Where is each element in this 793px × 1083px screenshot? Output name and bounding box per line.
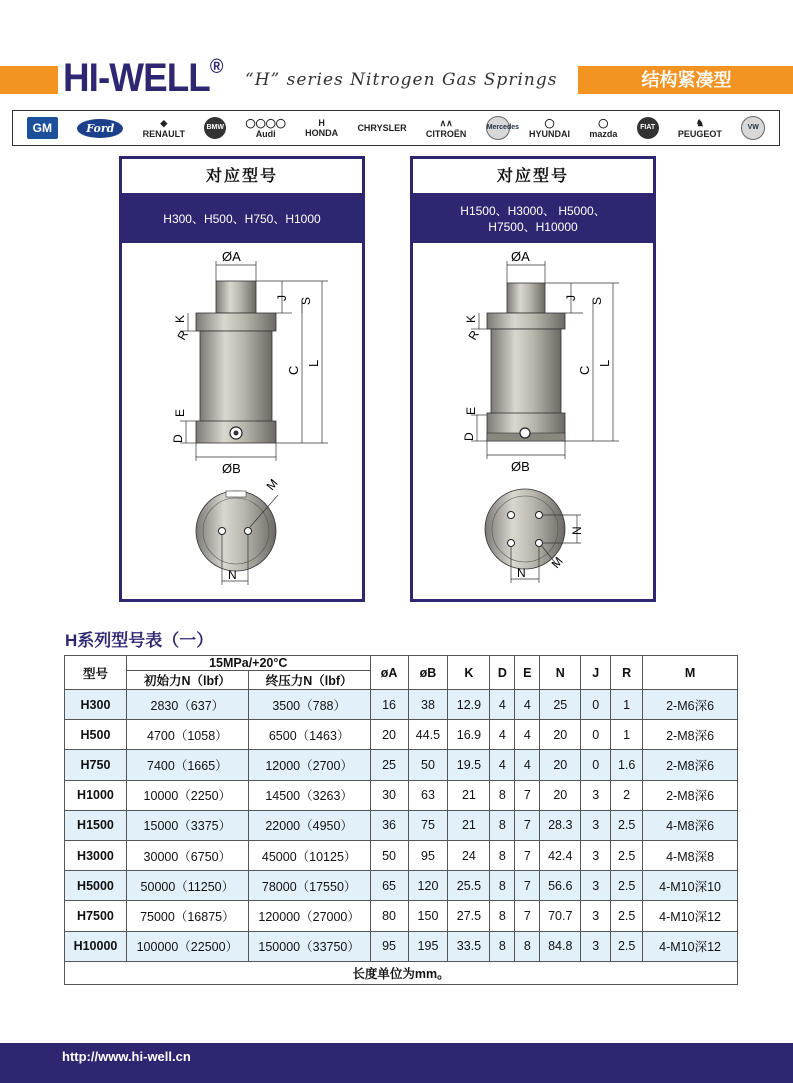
bmw-logo: BMW (204, 117, 226, 139)
model-cell: H7500 (65, 901, 127, 931)
hyundai-logo: ◯ HYUNDAI (529, 117, 571, 139)
panel-title: 对应型号 (413, 159, 653, 195)
table-cell: 3 (581, 810, 611, 840)
table-row (65, 690, 738, 720)
svg-text:J: J (564, 295, 578, 301)
svg-text:S: S (590, 296, 604, 305)
svg-text:C: C (286, 365, 301, 375)
svg-text:D: D (171, 434, 185, 443)
table-cell: 4 (490, 690, 515, 720)
table-cell: 2-M8深6 (643, 780, 738, 810)
header-col: M (643, 656, 738, 690)
panel-models (122, 195, 362, 243)
bottom-view (196, 491, 276, 571)
table-cell: 2830（637） (126, 690, 248, 720)
table-row (65, 810, 738, 840)
table-cell: 30 (370, 780, 408, 810)
table-cell: 12000（2700） (248, 750, 370, 780)
piston-rod (507, 283, 545, 313)
model-cell: H10000 (65, 931, 127, 961)
header-col: øB (408, 656, 448, 690)
table-cell: 3 (581, 840, 611, 870)
table-cell: 1.6 (611, 750, 643, 780)
table-cell: 150000（33750） (248, 931, 370, 961)
gas-spring-drawing-2-hole (122, 243, 362, 599)
svg-text:N: N (570, 526, 584, 535)
svg-text:ØB: ØB (511, 459, 530, 474)
cylinder-body (200, 331, 272, 433)
table-cell: 7400（1665） (126, 750, 248, 780)
ford-logo: Ford (77, 119, 123, 138)
svg-text:R: R (174, 327, 191, 343)
table-cell: 2 (611, 780, 643, 810)
table-cell: 4 (515, 750, 540, 780)
svg-text:E: E (464, 406, 478, 415)
table-cell: 24 (448, 840, 490, 870)
table-cell: 2.5 (611, 931, 643, 961)
table-cell: 16.9 (448, 720, 490, 750)
header-col: E (515, 656, 540, 690)
mazda-logo: ◯ mazda (589, 117, 618, 139)
panel-small-models (119, 156, 365, 602)
renault-logo: ◆ RENAULT (142, 117, 185, 139)
table-cell: 2-M8深6 (643, 750, 738, 780)
svg-text:M: M (548, 554, 566, 571)
table-cell: 2-M8深6 (643, 720, 738, 750)
table-cell: 8 (515, 931, 540, 961)
table-cell: 95 (370, 931, 408, 961)
chrysler-logo: CHRYSLER (357, 123, 407, 133)
table-cell: 100000（22500） (126, 931, 248, 961)
audi-logo: ◯◯◯◯ Audi (245, 117, 286, 139)
table-row (65, 901, 738, 931)
table-cell: 56.6 (540, 871, 581, 901)
table-cell: 2-M6深6 (643, 690, 738, 720)
table-cell: 78000（17550） (248, 871, 370, 901)
table-cell: 50000（11250） (126, 871, 248, 901)
svg-text:D: D (462, 432, 476, 441)
cylinder-body (491, 329, 561, 425)
panel-title: 对应型号 (122, 159, 362, 195)
header-col: D (490, 656, 515, 690)
model-cell: H300 (65, 690, 127, 720)
table-cell: 8 (490, 810, 515, 840)
table-cell: 70.7 (540, 901, 581, 931)
table-cell: 3 (581, 871, 611, 901)
panel-models (413, 195, 653, 243)
panel-large-models (410, 156, 656, 602)
table-cell: 4-M8深8 (643, 840, 738, 870)
table-cell: 3 (581, 901, 611, 931)
table-row (65, 871, 738, 901)
table-cell: 7 (515, 901, 540, 931)
table-cell: 28.3 (540, 810, 581, 840)
table-cell: 4-M8深6 (643, 810, 738, 840)
table-cell: 4700（1058） (126, 720, 248, 750)
table-cell: 84.8 (540, 931, 581, 961)
table-cell: 7 (515, 871, 540, 901)
table-cell: 2.5 (611, 810, 643, 840)
table-cell: 63 (408, 780, 448, 810)
table-cell: 19.5 (448, 750, 490, 780)
table-cell: 150 (408, 901, 448, 931)
table-cell: 3 (581, 780, 611, 810)
table-cell: 25 (540, 690, 581, 720)
model-cell: H3000 (65, 840, 127, 870)
table-cell: 42.4 (540, 840, 581, 870)
table-cell: 38 (408, 690, 448, 720)
gas-spring-drawing-4-hole (413, 243, 653, 599)
header-col: J (581, 656, 611, 690)
table-row (65, 750, 738, 780)
table-cell: 4-M10深12 (643, 901, 738, 931)
honda-logo: H HONDA (305, 118, 339, 138)
svg-text:E: E (173, 408, 187, 417)
svg-text:R: R (465, 327, 482, 343)
table-cell: 2.5 (611, 901, 643, 931)
table-row (65, 780, 738, 810)
table-title: H系列型号表（一） (65, 631, 214, 650)
vw-logo: VW (741, 116, 765, 140)
svg-text:L: L (597, 359, 612, 367)
slogan: 结构紧凑型 (641, 70, 732, 90)
table-cell: 20 (540, 750, 581, 780)
table-cell: 21 (448, 780, 490, 810)
spec-table (64, 655, 738, 985)
brand-logo-bar (12, 110, 780, 146)
table-cell: 4-M10深10 (643, 871, 738, 901)
model-cell: H500 (65, 720, 127, 750)
table-cell: 25.5 (448, 871, 490, 901)
header-initial-force: 初始力N（lbf） (126, 671, 248, 690)
svg-text:M: M (263, 476, 281, 493)
table-cell: 8 (490, 840, 515, 870)
table-row (65, 840, 738, 870)
website-link[interactable]: http://www.hi-well.cn (62, 1049, 191, 1064)
models-line-1: H1500、H3000、 H5000、 (460, 204, 606, 218)
table-cell: 50 (408, 750, 448, 780)
company-logo: HI-WELL® (63, 55, 223, 100)
svg-text:N: N (517, 566, 526, 580)
model-cell: H750 (65, 750, 127, 780)
piston-rod (216, 281, 256, 313)
model-cell: H1500 (65, 810, 127, 840)
svg-text:ØB: ØB (222, 461, 241, 476)
table-cell: 8 (490, 931, 515, 961)
table-cell: 25 (370, 750, 408, 780)
table-cell: 12.9 (448, 690, 490, 720)
table-cell: 15000（3375） (126, 810, 248, 840)
svg-text:K: K (173, 314, 187, 323)
table-cell: 10000（2250） (126, 780, 248, 810)
port-icon (520, 428, 530, 438)
fiat-logo: FIAT (637, 117, 659, 139)
table-cell: 75 (408, 810, 448, 840)
table-cell: 45000（10125） (248, 840, 370, 870)
gm-logo: GM (27, 117, 58, 139)
table-cell: 1 (611, 720, 643, 750)
top-flange (487, 313, 565, 329)
table-cell: 4 (490, 720, 515, 750)
table-cell: 95 (408, 840, 448, 870)
svg-text:J: J (275, 295, 289, 301)
svg-text:ØA: ØA (222, 249, 241, 264)
header-col: K (448, 656, 490, 690)
citroen-logo: ∧∧ CITROËN (425, 117, 467, 139)
table-cell: 30000（6750） (126, 840, 248, 870)
table-cell: 0 (581, 690, 611, 720)
svg-text:L: L (306, 359, 321, 367)
table-cell: 8 (490, 780, 515, 810)
svg-text:N: N (228, 568, 237, 582)
table-row (65, 931, 738, 961)
header-model: 型号 (65, 656, 127, 690)
model-cell: H5000 (65, 871, 127, 901)
svg-text:C: C (577, 365, 592, 375)
table-cell: 20 (540, 780, 581, 810)
table-cell: 44.5 (408, 720, 448, 750)
header-pressure: 15MPa/+20°C (126, 656, 370, 671)
table-cell: 3 (581, 931, 611, 961)
model-cell: H1000 (65, 780, 127, 810)
header-col: N (540, 656, 581, 690)
table-cell: 7 (515, 780, 540, 810)
table-cell: 6500（1463） (248, 720, 370, 750)
header-col: øA (370, 656, 408, 690)
table-cell: 4 (490, 750, 515, 780)
table-cell: 27.5 (448, 901, 490, 931)
table-cell: 14500（3263） (248, 780, 370, 810)
table-cell: 16 (370, 690, 408, 720)
svg-text:K: K (464, 314, 478, 323)
table-cell: 1 (611, 690, 643, 720)
header-final-force: 终压力N（lbf） (248, 671, 370, 690)
unit-note: 长度单位为mm。 (65, 961, 738, 984)
table-cell: 0 (581, 750, 611, 780)
peugeot-logo: ♞ PEUGEOT (677, 117, 722, 139)
table-cell: 33.5 (448, 931, 490, 961)
series-title: “H” series Nitrogen Gas Springs (245, 70, 558, 90)
table-row (65, 720, 738, 750)
table-cell: 21 (448, 810, 490, 840)
table-cell: 2.5 (611, 871, 643, 901)
mercedes-logo: Mercedes (486, 116, 510, 140)
table-cell: 2.5 (611, 840, 643, 870)
table-cell: 36 (370, 810, 408, 840)
table-cell: 120 (408, 871, 448, 901)
table-cell: 4 (515, 690, 540, 720)
table-cell: 8 (490, 901, 515, 931)
table-cell: 75000（16875） (126, 901, 248, 931)
svg-text:ØA: ØA (511, 249, 530, 264)
table-cell: 3500（788） (248, 690, 370, 720)
table-cell: 7 (515, 810, 540, 840)
table-cell: 20 (370, 720, 408, 750)
table-cell: 80 (370, 901, 408, 931)
table-cell: 7 (515, 840, 540, 870)
table-cell: 4 (515, 720, 540, 750)
models-line-2: H7500、H10000 (488, 220, 578, 234)
models-line-1: H300、H500、H750、H1000 (163, 212, 321, 226)
top-flange (196, 313, 276, 331)
table-cell: 50 (370, 840, 408, 870)
table-cell: 195 (408, 931, 448, 961)
table-cell: 4-M10深12 (643, 931, 738, 961)
table-cell: 20 (540, 720, 581, 750)
table-cell: 120000（27000） (248, 901, 370, 931)
table-cell: 65 (370, 871, 408, 901)
table-cell: 0 (581, 720, 611, 750)
table-cell: 22000（4950） (248, 810, 370, 840)
svg-text:S: S (299, 296, 313, 305)
table-cell: 8 (490, 871, 515, 901)
header-col: R (611, 656, 643, 690)
